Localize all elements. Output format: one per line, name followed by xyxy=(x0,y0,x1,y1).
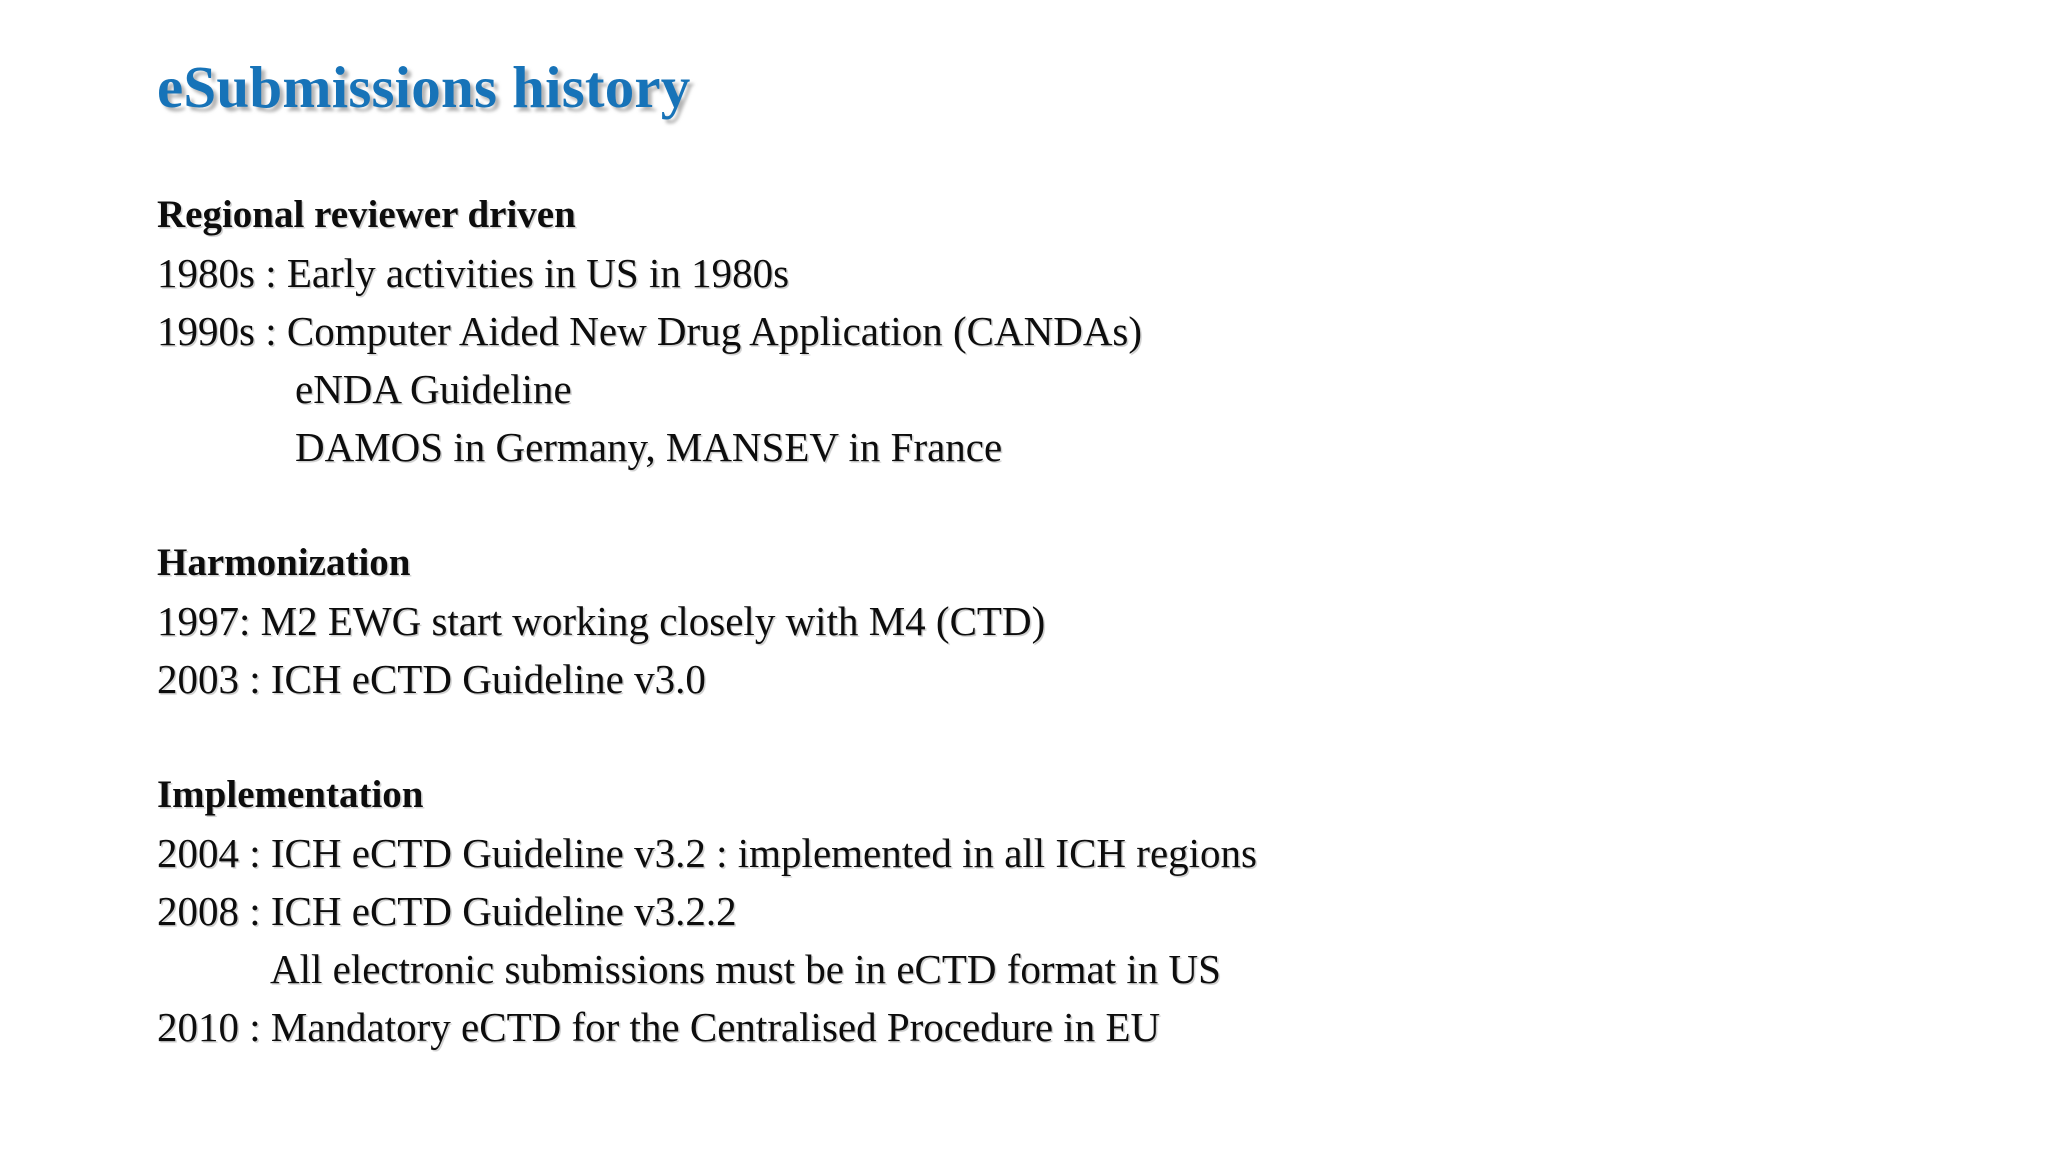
body-line: eNDA Guideline xyxy=(295,366,572,412)
section-heading: Implementation xyxy=(157,773,424,816)
body-line: 2010 : Mandatory eCTD for the Centralised Procedure in EU xyxy=(157,1004,1161,1050)
body-line: 2003 : ICH eCTD Guideline v3.0 xyxy=(157,656,706,702)
body-line: 2004 : ICH eCTD Guideline v3.2 : implemented in all ICH regions xyxy=(157,830,1257,876)
page-title: eSubmissions history xyxy=(157,54,691,120)
section-heading: Regional reviewer driven xyxy=(157,193,576,236)
section-heading: Harmonization xyxy=(157,541,411,584)
slide-body xyxy=(157,186,1917,1056)
body-line: DAMOS in Germany, MANSEV in France xyxy=(295,424,1003,470)
body-line: 1990s : Computer Aided New Drug Application (CANDAs) xyxy=(157,308,1143,354)
body-line: 1980s : Early activities in US in 1980s xyxy=(157,250,790,296)
section-spacer xyxy=(157,476,1917,534)
section-spacer xyxy=(157,708,1917,766)
body-line: All electronic submissions must be in eCTD format in US xyxy=(270,946,1221,992)
body-line: 1997: M2 EWG start working closely with M4 (CTD) xyxy=(157,598,1046,644)
body-line: 2008 : ICH eCTD Guideline v3.2.2 xyxy=(157,888,737,934)
